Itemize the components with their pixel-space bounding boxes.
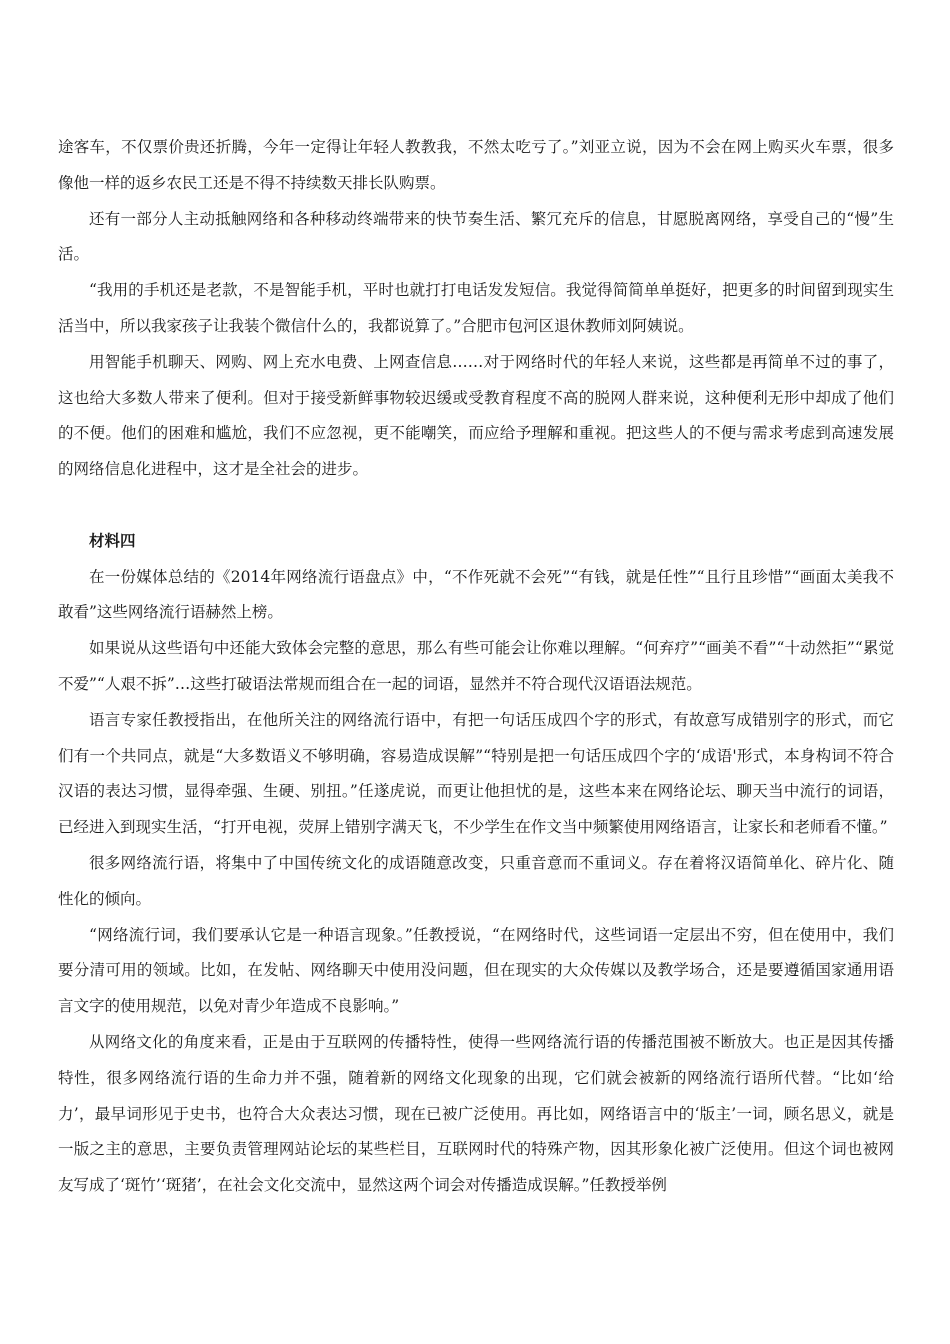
paragraph-10: 从网络文化的角度来看，正是由于互联网的传播特性，使得一些网络流行语的传播范围被不断放大。也正是因其传播特性，很多网络流行语的生命力并不强，随着新的网络文化现象的出现，它们就会被新的网络流行语所代替。“比如‘给力’，最早词形见于史书，也符合大众表达习惯，现在已被广泛使用。再比如，网络语言中的‘版主’一词，顾名思义，就是一版之主的意思，主要负责管理网站论坛的某些栏目，互联网时代的特殊产物，因其形象化被广泛使用。但这个词也被网友写成了‘斑竹’‘斑猪’，在社会文化交流中，显然这两个词会对传播造成误解。”任教授举例 xyxy=(58,1032,894,1195)
paragraph-8: 很多网络流行语，将集中了中国传统文化的成语随意改变，只重音意而不重词义。存在着将汉语简单化、碎片化、随性化的倾向。 xyxy=(58,853,894,908)
paragraph-4: 用智能手机聊天、网购、网上充水电费、上网查信息……对于网络时代的年轻人来说，这些都是再简单不过的事了，这也给大多数人带来了便利。但对于接受新鲜事物较迟缓或受教育程度不高的脱网人群来说，这种便利无形中却成了他们的不便。他们的困难和尴尬，我们不应忽视，更不能嘲笑，而应给予理解和重视。把这些人的不便与需求考虑到高速发展的网络信息化进程中，这才是全社会的进步。 xyxy=(58,352,894,479)
paragraph-5: 在一份媒体总结的《2014年网络流行语盘点》中，“不作死就不会死”“有钱，就是任性”“且行且珍惜”“画面太美我不敢看”这些网络流行语赫然上榜。 xyxy=(58,567,894,622)
paragraph-6: 如果说从这些语句中还能大致体会完整的意思，那么有些可能会让你难以理解。“何弃疗”“画美不看”“十动然拒”“累觉不爱”“人艰不拆”…这些打破语法常规而组合在一起的词语，显然并不符合现代汉语语法规范。 xyxy=(58,639,894,693)
paragraph-3: “我用的手机还是老款，不是智能手机，平时也就打打电话发发短信。我觉得简简单单挺好，把更多的时间留到现实生活当中，所以我家孩子让我装个微信什么的，我都说算了。”合肥市包河区退休教师刘阿姨说。 xyxy=(58,281,894,335)
section-heading: 材料四 xyxy=(89,531,136,550)
section-spacer xyxy=(58,488,894,524)
paragraph-2: 还有一部分人主动抵触网络和各种移动终端带来的快节奏生活、繁冗充斥的信息，甘愿脱离网络，享受自己的“慢”生活。 xyxy=(58,209,894,264)
paragraph-1: 途客车，不仅票价贵还折腾，今年一定得让年轻人教教我，不然太吃亏了。”刘亚立说，因为不会在网上购买火车票，很多像他一样的返乡农民工还是不得不持续数天排长队购票。 xyxy=(58,138,894,192)
paragraph-9: “网络流行词，我们要承认它是一种语言现象。”任教授说，“在网络时代，这些词语一定层出不穷，但在使用中，我们要分清可用的领域。比如，在发帖、网络聊天中使用没问题，但在现实的大众传媒以及教学场合，还是要遵循国家通用语言文字的使用规范，以免对青少年造成不良影响。” xyxy=(58,925,894,1016)
document-page xyxy=(58,130,894,1204)
paragraph-7: 语言专家任教授指出，在他所关注的网络流行语中，有把一句话压成四个字的形式，有故意写成错别字的形式，而它们有一个共同点，就是“大多数语义不够明确，容易造成误解”“特别是把一句话压成四个字的‘成语'形式，本身构词不符合汉语的表达习惯，显得牵强、生硬、别扭。”任遂虎说，而更让他担忧的是，这些本来在网络论坛、聊天当中流行的词语，已经进入到现实生活，“打开电视，荧屏上错别字满天飞，不少学生在作文当中频繁使用网络语言，让家长和老师看不懂。” xyxy=(58,710,894,837)
